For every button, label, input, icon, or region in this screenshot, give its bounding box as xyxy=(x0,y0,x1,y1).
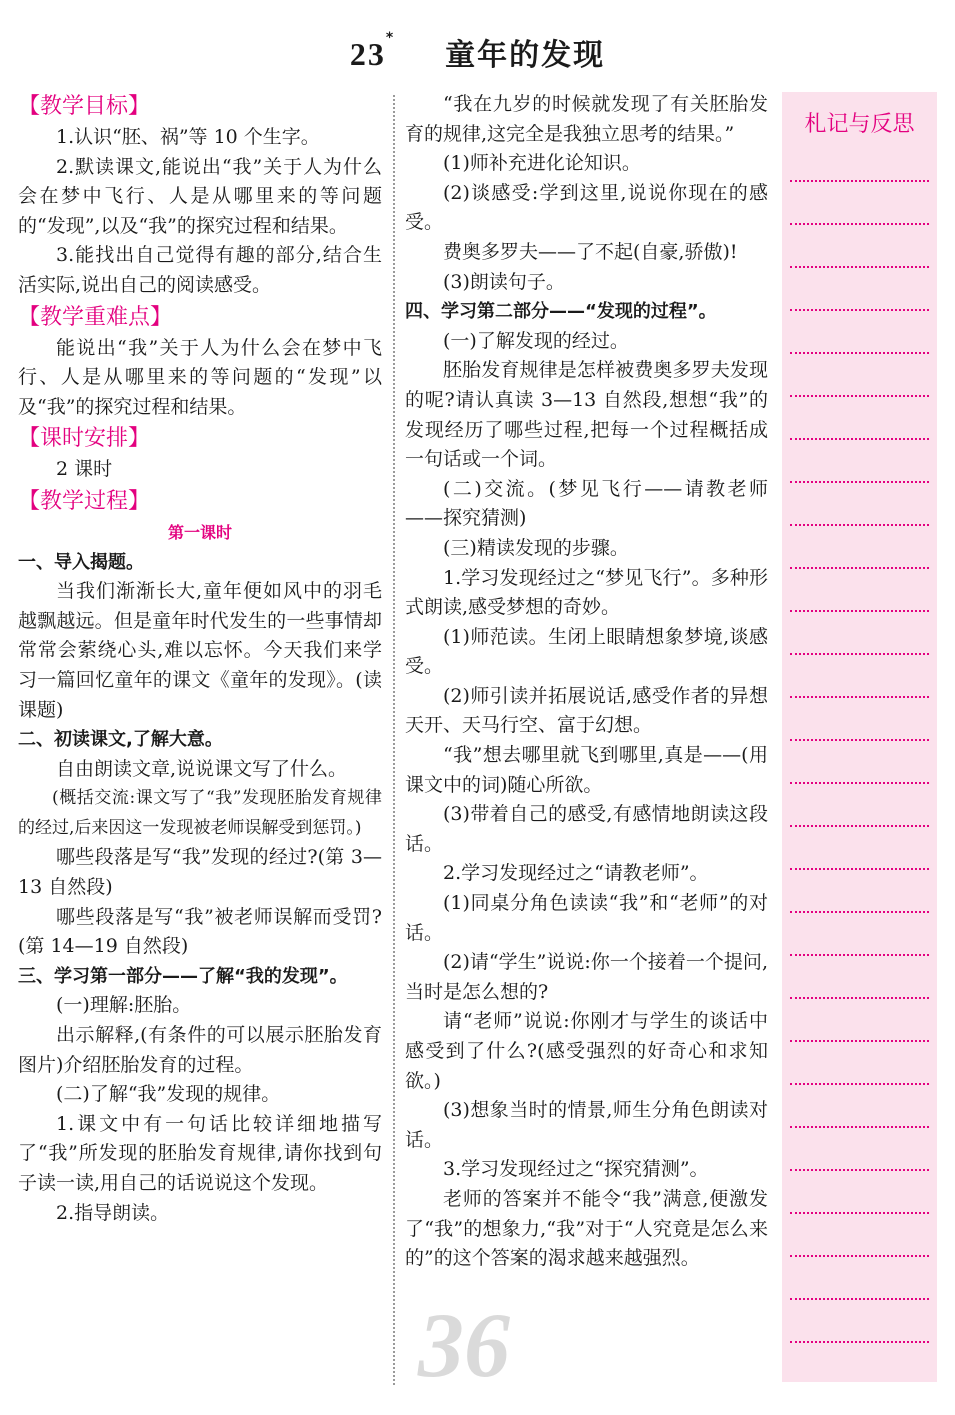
paragraph: (三)精读发现的步骤。 xyxy=(443,536,629,559)
note-writing-line xyxy=(790,1040,929,1042)
paragraph: 胚胎发育规律是怎样被费奥多罗夫发现的呢?请认真读 3—13 自然段,想想“我”的发现经历了哪些过程,把每一个过程概括成一句话或一个词。 xyxy=(405,359,768,471)
notes-title: 札记与反思 xyxy=(804,112,915,137)
lesson-label: 第一课时 xyxy=(167,522,232,542)
paragraph: 出示解释,(有条件的可以展示胚胎发育图片)介绍胚胎发育的过程。 xyxy=(18,1024,382,1076)
section-heading: 【教学重难点】 xyxy=(18,304,173,330)
note-writing-line xyxy=(790,653,929,655)
paragraph: (二)了解“我”发现的规律。 xyxy=(56,1083,281,1106)
note-writing-line xyxy=(790,868,929,870)
note-writing-line xyxy=(790,610,929,612)
paragraph: (3)想象当时的情景,师生分角色朗读对话。 xyxy=(405,1099,768,1151)
paragraph: (一)了解发现的经过。 xyxy=(443,329,629,352)
note-writing-line xyxy=(790,696,929,698)
paragraph: 请“老师”说说:你刚才与学生的谈话中感受到了什么?(感受强烈的好奇心和求知欲。) xyxy=(405,1010,768,1092)
note-writing-line xyxy=(790,266,929,268)
note-writing-line xyxy=(790,1212,929,1214)
note-writing-line xyxy=(790,352,929,354)
step-heading: 三、学习第一部分——了解“我的发现”。 xyxy=(18,965,348,987)
paragraph: 2 课时 xyxy=(56,458,113,481)
note-writing-line xyxy=(790,567,929,569)
paragraph: “我在九岁的时候就发现了有关胚胎发育的规律,这完全是我独立思考的结果。” xyxy=(405,93,768,145)
note-writing-line xyxy=(790,1298,929,1300)
paragraph: 老师的答案并不能令“我”满意,便激发了“我”的想象力,“我”对于“人究竟是怎么来的”的这个答案的渴求越来越强烈。 xyxy=(405,1187,768,1270)
paragraph: (概括交流:课文写了“我”发现胚胎发育规律的经过,后来因这一发现被老师误解受到惩罚。) xyxy=(18,788,382,838)
note-writing-line xyxy=(790,180,929,182)
section-heading: 【教学过程】 xyxy=(18,488,151,514)
paragraph: 2.学习发现经过之“请教老师”。 xyxy=(443,862,709,885)
paragraph: (2)师引读并拓展说话,感受作者的异想天开、天马行空、富于幻想。 xyxy=(405,684,768,737)
paragraph: 3.学习发现经过之“探究猜测”。 xyxy=(443,1158,709,1181)
paragraph: 哪些段落是写“我”被老师误解而受罚?(第 14—19 自然段) xyxy=(18,905,382,958)
paragraph: 1.认识“胚、祸”等 10 个生字。 xyxy=(56,126,320,148)
paragraph: 费奥多罗夫——了不起(自豪,骄傲)! xyxy=(443,240,738,263)
lesson-title: 童年的发现 xyxy=(445,38,606,73)
note-writing-line xyxy=(790,911,929,913)
section-heading: 【课时安排】 xyxy=(18,426,151,452)
paragraph: “我”想去哪里就飞到哪里,真是——(用课文中的词)随心所欲。 xyxy=(405,744,768,796)
paragraph: (3)带着自己的感受,有感情地朗读这段话。 xyxy=(405,803,768,855)
note-writing-line xyxy=(790,1341,929,1343)
note-writing-line xyxy=(790,309,929,311)
paragraph: 哪些段落是写“我”发现的经过?(第 3—13 自然段) xyxy=(18,846,382,899)
paragraph: (二)交流。(梦见飞行——请教老师——探究猜测) xyxy=(405,477,768,530)
note-writing-line xyxy=(790,954,929,956)
note-writing-line xyxy=(790,524,929,526)
middle-column xyxy=(405,90,768,1274)
note-writing-line xyxy=(790,1083,929,1085)
lesson-number: 23 xyxy=(349,36,386,72)
paragraph: (一)理解:胚胎。 xyxy=(56,994,192,1017)
note-writing-line xyxy=(790,825,929,827)
paragraph: 能说出“我”关于人为什么会在梦中飞行、人是从哪里来的等问题的“发现”以及“我”的探究过程和结果。 xyxy=(18,336,382,418)
note-writing-line xyxy=(790,782,929,784)
paragraph: (1)同桌分角色读读“我”和“老师”的对话。 xyxy=(405,892,768,944)
paragraph: (1)师补充进化论知识。 xyxy=(443,152,641,175)
paragraph: (1)师范读。生闭上眼睛想象梦境,谈感受。 xyxy=(405,625,768,678)
note-writing-line xyxy=(790,1255,929,1257)
notes-panel xyxy=(782,92,937,1382)
paragraph: 1.课文中有一句话比较详细地描写了“我”所发现的胚胎发育规律,请你找到句子读一读,用自己的话说说这个发现。 xyxy=(18,1112,382,1194)
note-writing-line xyxy=(790,997,929,999)
step-heading: 四、学习第二部分——“发现的过程”。 xyxy=(405,301,717,323)
left-column xyxy=(18,90,382,1228)
note-writing-line xyxy=(790,223,929,225)
paragraph: 2.默读课文,能说出“我”关于人为什么会在梦中飞行、人是从哪里来的等问题的“发现”,以及“我”的探究过程和结果。 xyxy=(18,155,382,237)
step-heading: 一、导入揭题。 xyxy=(18,551,144,573)
note-writing-line xyxy=(790,1126,929,1128)
note-writing-line xyxy=(790,739,929,741)
paragraph: 当我们渐渐长大,童年便如风中的羽毛越飘越远。但是童年时代发生的一些事情却常常会萦绕心头,难以忘怀。今天我们来学习一篇回忆童年的课文《童年的发现》。(读课题) xyxy=(18,580,382,721)
paragraph: (2)请“学生”说说:你一个接着一个提问,当时是怎么想的? xyxy=(405,951,768,1003)
note-writing-line xyxy=(790,1169,929,1171)
page-title xyxy=(0,30,955,74)
page-number: 36 xyxy=(418,1294,510,1396)
paragraph: 2.指导朗读。 xyxy=(56,1201,170,1224)
column-divider xyxy=(393,95,395,1385)
note-writing-line xyxy=(790,438,929,440)
note-writing-line xyxy=(790,395,929,397)
note-writing-line xyxy=(790,481,929,483)
section-heading: 【教学目标】 xyxy=(18,94,151,119)
step-heading: 二、初读课文,了解大意。 xyxy=(18,729,223,751)
optional-lesson-mark: * xyxy=(385,30,396,46)
paragraph: 自由朗读文章,说说课文写了什么。 xyxy=(56,757,348,780)
paragraph: (3)朗读句子。 xyxy=(443,270,565,293)
paragraph: (2)谈感受:学到这里,说说你现在的感受。 xyxy=(405,181,768,234)
paragraph: 3.能找出自己觉得有趣的部分,结合生活实际,说出自己的阅读感受。 xyxy=(18,244,382,296)
paragraph: 1.学习发现经过之“梦见飞行”。多种形式朗读,感受梦想的奇妙。 xyxy=(405,566,768,619)
